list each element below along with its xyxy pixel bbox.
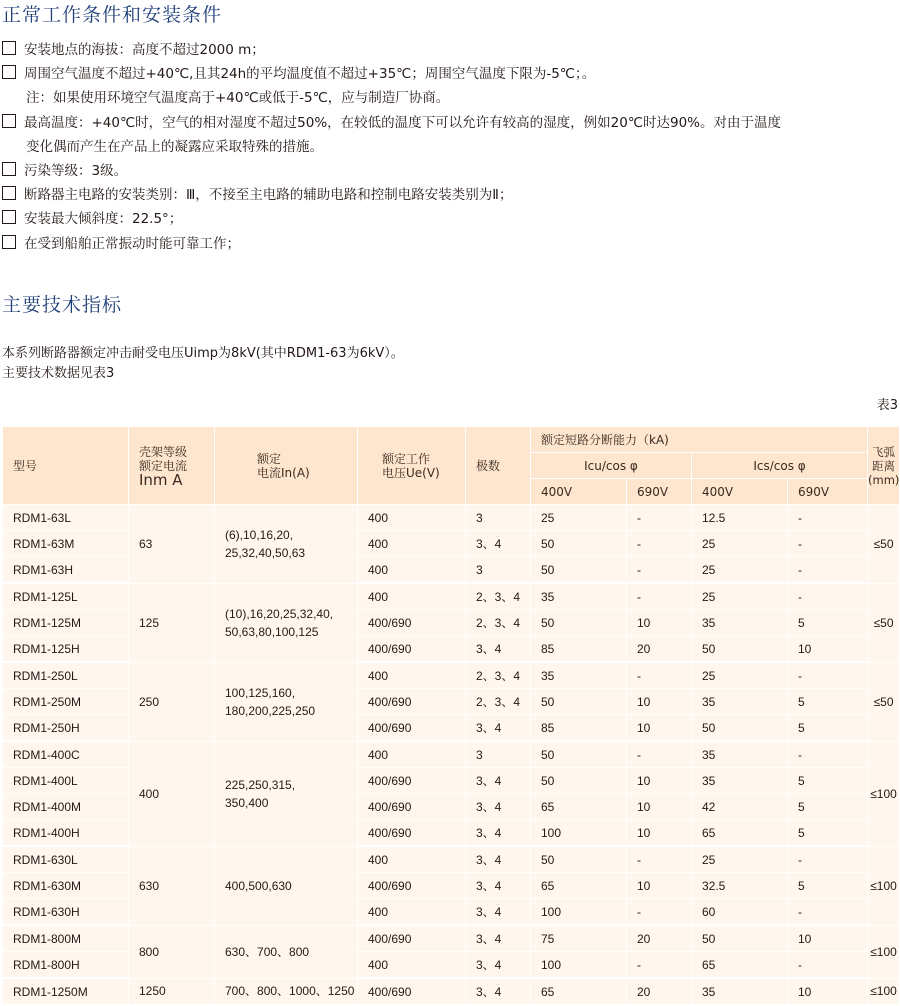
intro-line-2: 主要技术数据见表3 xyxy=(2,366,115,381)
cell-poles: 3、4 xyxy=(466,978,531,1005)
cell-ics-690v: - xyxy=(788,846,868,873)
cell-poles: 3、4 xyxy=(466,873,531,899)
cell-icu-400v: 50 xyxy=(531,610,627,636)
cell-icu-690v: - xyxy=(627,952,692,979)
cell-model: RDM1-125M xyxy=(3,610,129,636)
cell-ics-400v: 50 xyxy=(692,925,788,952)
cell-icu-400v: 65 xyxy=(531,978,627,1005)
cell-frame-current: 250 xyxy=(129,662,215,741)
cell-ics-400v: 32.5 xyxy=(692,873,788,899)
header-ics-400v: 400V xyxy=(692,479,788,505)
cell-voltage: 400/690 xyxy=(358,820,466,847)
condition-text: 周围空气温度不超过+40℃,且其24h的平均温度值不超过+35℃；周围空气温度下限为-5℃；。 xyxy=(24,66,596,83)
condition-item xyxy=(0,183,900,207)
header-icu: Icu/cos φ xyxy=(531,453,692,479)
cell-frame-current: 630 xyxy=(129,846,215,925)
cell-model: RDM1-630H xyxy=(3,899,129,926)
cell-voltage: 400 xyxy=(358,899,466,926)
header-icu-400v: 400V xyxy=(531,479,627,505)
cell-icu-690v: 10 xyxy=(627,873,692,899)
header-current-line2: 电流In(A) xyxy=(257,465,310,480)
conditions-title: 正常工作条件和安装条件 xyxy=(2,4,223,26)
cell-model: RDM1-250H xyxy=(3,715,129,742)
cell-rated-current xyxy=(215,741,358,846)
cell-ics-690v: 10 xyxy=(788,978,868,1005)
cell-model: RDM1-250M xyxy=(3,689,129,715)
header-frame xyxy=(129,427,215,505)
header-poles: 极数 xyxy=(466,427,531,505)
cell-poles: 3、4 xyxy=(466,952,531,979)
cell-ics-400v: 25 xyxy=(692,662,788,689)
cell-voltage: 400 xyxy=(358,846,466,873)
cell-model: RDM1-400C xyxy=(3,741,129,768)
header-voltage-line1: 额定工作 xyxy=(382,451,431,466)
cell-arc-distance: ≤50 xyxy=(868,505,900,584)
table-label: 表3 xyxy=(876,398,898,413)
cell-icu-400v: 25 xyxy=(531,505,627,531)
cell-arc-distance: ≤100 xyxy=(868,741,900,846)
cell-poles: 3、4 xyxy=(466,794,531,820)
cell-ics-690v: 10 xyxy=(788,925,868,952)
table-row xyxy=(3,846,900,873)
cell-poles: 3、4 xyxy=(466,531,531,557)
header-arc-line1: 飞弧 xyxy=(872,444,896,459)
cell-voltage: 400 xyxy=(358,505,466,531)
cell-icu-690v: - xyxy=(627,846,692,873)
cell-ics-690v: - xyxy=(788,952,868,979)
cell-icu-400v: 50 xyxy=(531,557,627,584)
cell-ics-690v: - xyxy=(788,583,868,610)
rated-current-line: 50,63,80,100,125 xyxy=(225,624,319,639)
cell-model: RDM1-630M xyxy=(3,873,129,899)
cell-icu-690v: 20 xyxy=(627,636,692,663)
cell-ics-690v: 10 xyxy=(788,636,868,663)
header-breaking: 额定短路分断能力（kA) xyxy=(531,427,868,453)
checkbox-square-icon xyxy=(2,114,16,128)
cell-icu-400v: 50 xyxy=(531,689,627,715)
cell-ics-400v: 35 xyxy=(692,768,788,794)
condition-text: 污染等级：3级。 xyxy=(24,163,128,180)
cell-icu-400v: 50 xyxy=(531,846,627,873)
cell-ics-400v: 50 xyxy=(692,636,788,663)
cell-model: RDM1-800H xyxy=(3,952,129,979)
cell-icu-690v: - xyxy=(627,505,692,531)
cell-icu-690v: 20 xyxy=(627,925,692,952)
cell-model: RDM1-250L xyxy=(3,662,129,689)
conditions-list xyxy=(0,38,900,256)
cell-icu-400v: 50 xyxy=(531,531,627,557)
spec-table xyxy=(2,426,900,1006)
header-voltage-line2: 电压Ue(V) xyxy=(382,465,440,480)
cell-icu-400v: 100 xyxy=(531,899,627,926)
cell-icu-400v: 65 xyxy=(531,794,627,820)
cell-ics-690v: 5 xyxy=(788,768,868,794)
cell-poles: 3、4 xyxy=(466,768,531,794)
cell-model: RDM1-400L xyxy=(3,768,129,794)
cell-model: RDM1-1250M xyxy=(3,978,129,1005)
cell-ics-400v: 25 xyxy=(692,557,788,584)
cell-model: RDM1-630L xyxy=(3,846,129,873)
rated-current-line: (10),16,20,25,32,40, xyxy=(225,606,334,621)
cell-ics-400v: 35 xyxy=(692,741,788,768)
cell-ics-690v: - xyxy=(788,531,868,557)
cell-arc-distance: ≤50 xyxy=(868,662,900,741)
cell-icu-400v: 50 xyxy=(531,741,627,768)
rated-current-line: 100,125,160, xyxy=(225,685,296,700)
cell-icu-400v: 35 xyxy=(531,583,627,610)
table-row xyxy=(3,978,900,1005)
condition-item xyxy=(0,135,900,159)
condition-item xyxy=(0,207,900,231)
cell-ics-400v: 25 xyxy=(692,846,788,873)
cell-arc-distance: ≤50 xyxy=(868,583,900,662)
cell-icu-400v: 75 xyxy=(531,925,627,952)
cell-model: RDM1-400M xyxy=(3,794,129,820)
cell-ics-690v: 5 xyxy=(788,873,868,899)
cell-icu-690v: 10 xyxy=(627,610,692,636)
cell-poles: 3、4 xyxy=(466,899,531,926)
cell-arc-distance: ≤100 xyxy=(868,846,900,925)
cell-ics-690v: - xyxy=(788,662,868,689)
cell-model: RDM1-63M xyxy=(3,531,129,557)
cell-voltage: 400/690 xyxy=(358,978,466,1005)
table-row xyxy=(3,925,900,952)
cell-icu-400v: 85 xyxy=(531,715,627,742)
cell-icu-690v: 20 xyxy=(627,978,692,1005)
cell-ics-400v: 25 xyxy=(692,531,788,557)
header-frame-line2: 额定电流 xyxy=(139,458,188,473)
header-arc xyxy=(868,427,900,505)
checkbox-square-icon xyxy=(2,162,16,176)
cell-voltage: 400 xyxy=(358,557,466,584)
header-current-line1: 额定 xyxy=(257,451,282,466)
cell-poles: 3 xyxy=(466,557,531,584)
condition-text: 在受到船舶正常振动时能可靠工作； xyxy=(24,235,240,252)
checkbox-square-icon xyxy=(2,210,16,224)
cell-frame-current: 400 xyxy=(129,741,215,846)
spec-table-body xyxy=(3,505,900,1006)
cell-ics-690v: 5 xyxy=(788,820,868,847)
cell-ics-400v: 50 xyxy=(692,715,788,742)
checkbox-square-icon xyxy=(2,65,16,79)
header-frame-line3: Inm A xyxy=(139,470,183,489)
specs-title: 主要技术指标 xyxy=(2,294,123,316)
cell-icu-690v: 10 xyxy=(627,768,692,794)
cell-voltage: 400 xyxy=(358,952,466,979)
cell-icu-690v: 10 xyxy=(627,715,692,742)
condition-text: 安装最大倾斜度：22.5°； xyxy=(24,211,183,228)
cell-poles: 3、4 xyxy=(466,636,531,663)
cell-poles: 2、3、4 xyxy=(466,689,531,715)
cell-model: RDM1-63H xyxy=(3,557,129,584)
cell-poles: 3、4 xyxy=(466,715,531,742)
cell-model: RDM1-63L xyxy=(3,505,129,531)
condition-item xyxy=(0,232,900,256)
table-row xyxy=(3,505,900,531)
cell-voltage: 400/690 xyxy=(358,794,466,820)
header-arc-line3: (mm) xyxy=(868,472,900,487)
cell-poles: 2、3、4 xyxy=(466,583,531,610)
cell-model: RDM1-125L xyxy=(3,583,129,610)
checkbox-square-icon xyxy=(2,41,16,55)
cell-ics-690v: 5 xyxy=(788,715,868,742)
cell-ics-690v: - xyxy=(788,557,868,584)
condition-item xyxy=(0,62,900,86)
cell-rated-current xyxy=(215,505,358,584)
cell-voltage: 400/690 xyxy=(358,873,466,899)
cell-ics-400v: 65 xyxy=(692,952,788,979)
cell-icu-690v: 10 xyxy=(627,820,692,847)
condition-item xyxy=(0,159,900,183)
header-icu-690v: 690V xyxy=(627,479,692,505)
table-row xyxy=(3,662,900,689)
rated-current-line: 700、800、1000、1250 xyxy=(225,984,355,999)
cell-frame-current: 125 xyxy=(129,583,215,662)
cell-icu-400v: 100 xyxy=(531,820,627,847)
cell-rated-current xyxy=(215,662,358,741)
header-arc-line2: 距离 xyxy=(872,458,896,473)
condition-text: 变化偶而产生在产品上的凝露应采取特殊的措施。 xyxy=(26,138,323,155)
cell-voltage: 400/690 xyxy=(358,636,466,663)
cell-icu-690v: 10 xyxy=(627,689,692,715)
cell-rated-current xyxy=(215,846,358,925)
cell-poles: 2、3、4 xyxy=(466,662,531,689)
cell-icu-690v: - xyxy=(627,662,692,689)
cell-model: RDM1-400H xyxy=(3,820,129,847)
cell-ics-400v: 65 xyxy=(692,820,788,847)
cell-arc-distance: ≤100 xyxy=(868,978,900,1005)
cell-voltage: 400 xyxy=(358,741,466,768)
rated-current-line: 180,200,225,250 xyxy=(225,703,316,718)
header-current xyxy=(215,427,358,505)
cell-ics-400v: 25 xyxy=(692,583,788,610)
cell-icu-400v: 100 xyxy=(531,952,627,979)
cell-ics-690v: - xyxy=(788,505,868,531)
cell-poles: 3、4 xyxy=(466,846,531,873)
table-row xyxy=(3,741,900,768)
table-row xyxy=(3,583,900,610)
header-ics: Ics/cos φ xyxy=(692,453,868,479)
cell-poles: 3 xyxy=(466,741,531,768)
intro-line-1: 本系列断路器额定冲击耐受电压Uimp为8kV(其中RDM1-63为6kV）。 xyxy=(2,346,404,361)
condition-item xyxy=(0,86,900,110)
condition-text: 最高温度：+40℃时，空气的相对湿度不超过50%，在较低的温度下可以允许有较高的湿度，例如20℃时达90%。对由于温度 xyxy=(24,114,782,131)
rated-current-line: 630、700、800 xyxy=(225,944,310,959)
rated-current-line: 400,500,630 xyxy=(225,878,292,893)
condition-item xyxy=(0,111,900,135)
rated-current-line: (6),10,16,20, xyxy=(225,527,294,542)
cell-voltage: 400/690 xyxy=(358,610,466,636)
intro-text xyxy=(2,344,404,384)
cell-ics-690v: 5 xyxy=(788,689,868,715)
cell-voltage: 400/690 xyxy=(358,715,466,742)
rated-current-line: 225,250,315, xyxy=(225,777,296,792)
condition-text: 安装地点的海拔：高度不超过2000 m； xyxy=(24,42,265,58)
cell-icu-690v: - xyxy=(627,583,692,610)
cell-frame-current: 1250 xyxy=(129,978,215,1005)
cell-arc-distance: ≤100 xyxy=(868,925,900,978)
rated-current-line: 25,32,40,50,63 xyxy=(225,545,306,560)
cell-voltage: 400 xyxy=(358,662,466,689)
checkbox-square-icon xyxy=(2,186,16,200)
cell-icu-400v: 85 xyxy=(531,636,627,663)
cell-frame-current: 800 xyxy=(129,925,215,978)
cell-ics-400v: 42 xyxy=(692,794,788,820)
condition-text: 注：如果使用环境空气温度高于+40℃或低于-5℃，应与制造厂协商。 xyxy=(26,90,450,107)
cell-poles: 2、3、4 xyxy=(466,610,531,636)
header-model: 型号 xyxy=(3,427,129,505)
cell-ics-400v: 12.5 xyxy=(692,505,788,531)
header-frame-line1: 壳架等级 xyxy=(139,444,188,459)
rated-current-line: 350,400 xyxy=(225,795,269,810)
cell-ics-690v: - xyxy=(788,741,868,768)
cell-ics-690v: - xyxy=(788,899,868,926)
header-voltage xyxy=(358,427,466,505)
cell-poles: 3 xyxy=(466,505,531,531)
cell-model: RDM1-800M xyxy=(3,925,129,952)
cell-icu-400v: 35 xyxy=(531,662,627,689)
cell-rated-current xyxy=(215,978,358,1005)
cell-icu-690v: - xyxy=(627,531,692,557)
cell-model: RDM1-125H xyxy=(3,636,129,663)
cell-icu-690v: - xyxy=(627,899,692,926)
cell-ics-400v: 35 xyxy=(692,689,788,715)
cell-voltage: 400 xyxy=(358,583,466,610)
checkbox-square-icon xyxy=(2,235,16,249)
cell-icu-400v: 50 xyxy=(531,768,627,794)
cell-ics-690v: 5 xyxy=(788,610,868,636)
cell-ics-400v: 35 xyxy=(692,610,788,636)
cell-icu-690v: - xyxy=(627,741,692,768)
cell-ics-690v: 5 xyxy=(788,794,868,820)
header-ics-690v: 690V xyxy=(788,479,868,505)
cell-poles: 3、4 xyxy=(466,820,531,847)
cell-frame-current: 63 xyxy=(129,505,215,584)
cell-poles: 3、4 xyxy=(466,925,531,952)
cell-voltage: 400 xyxy=(358,531,466,557)
cell-voltage: 400/690 xyxy=(358,925,466,952)
condition-item xyxy=(0,38,900,62)
cell-icu-400v: 65 xyxy=(531,873,627,899)
cell-voltage: 400/690 xyxy=(358,768,466,794)
cell-rated-current xyxy=(215,925,358,978)
cell-ics-400v: 35 xyxy=(692,978,788,1005)
condition-text: 断路器主电路的安装类别：Ⅲ，不接至主电路的辅助电路和控制电路安装类别为Ⅱ； xyxy=(24,187,513,204)
cell-ics-400v: 60 xyxy=(692,899,788,926)
cell-icu-690v: 10 xyxy=(627,794,692,820)
cell-voltage: 400/690 xyxy=(358,689,466,715)
cell-icu-690v: - xyxy=(627,557,692,584)
cell-rated-current xyxy=(215,583,358,662)
